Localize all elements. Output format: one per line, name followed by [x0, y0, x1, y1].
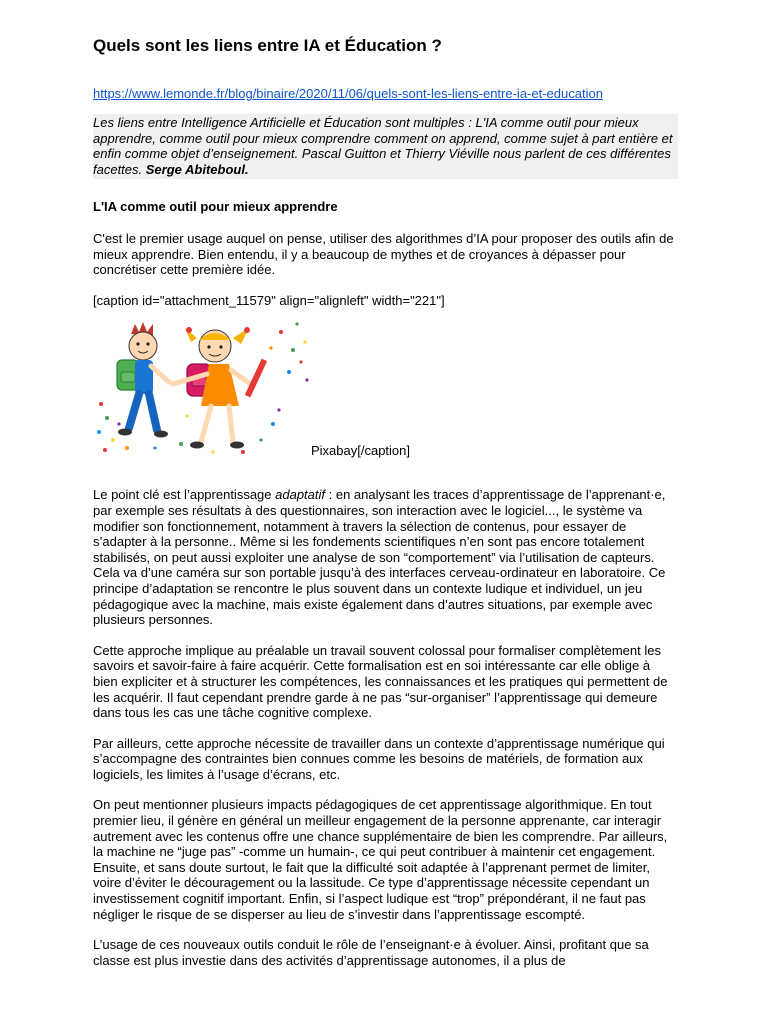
intro-text: Les liens entre Intelligence Artificielle et Éducation sont multiples : L'IA comme outil pour mieux apprendre, comme outil pour mieux comprendre comment on apprend, comme sujet à part entière et enfin comme objet d’enseignement. Pascal Guitton et Thierry Viéville nous parlent de ces différentes facettes.	[93, 115, 673, 177]
paragraph-5: On peut mentionner plusieurs impacts pédagogiques de cet apprentissage algorithmique. En tout premier lieu, il génère en général un meilleur engagement de la personne apprenante, car interagir autrement avec les contenus offre une chance supplémentaire de bien les comprendre. Par ailleurs, la machine ne “juge pas” -comme un humain-, ce qui peut contribuer à maintenir cet engagement. Ensuite, et sans doute surtout, le fait que la difficulté soit adaptée à l’apprenant permet de limiter, voire d’éviter le découragement ou la lassitude. Ce type d’apprentissage nécessite cependant un investissement cognitif important. Enfin, si l’aspect ludique est “trop” prépondérant, il ne faut pas négliger le risque de se disperser au lieu de s’investir dans l’apprentissage escompté.	[93, 797, 668, 922]
paragraph-2	[93, 487, 678, 627]
children-illustration	[93, 320, 311, 462]
girl-figure	[173, 327, 267, 449]
source-link[interactable]: https://www.lemonde.fr/blog/binaire/2020/11/06/quels-sont-les-liens-entre-ia-et-education	[93, 86, 603, 101]
caption-block	[93, 320, 678, 470]
paragraph-3: Cette approche implique au préalable un travail souvent colossal pour formaliser complètement les savoirs et savoir-faire à faire acquérir. Cette formalisation est en soi intéressante car elle oblige à bien expliciter et à structurer les compétences, les connaissances et les pratiques qui permettent de les acquérir. Il faut cependant prendre garde à ne pas “sur-organiser” l’apprentissage qui demeure dans tous les cas une tâche cognitive complexe.	[93, 642, 668, 721]
section-heading: L'IA comme outil pour mieux apprendre	[93, 199, 338, 214]
paragraph-2-rest: : en analysant les traces d’apprentissage de l’apprenant·e, par exemple ses résultats à des questionnaires, son interaction avec le logiciel..., le système va modifier son fonctionnement, notamment à travers la sélection de contenus, pour essayer de s’adapter à la personne.. Même si les fondements scientifiques n’en sont pas encore totalement stabilisés, on peut aussi exploiter une analyse de son “comportement” via l’utilisation de capteurs. Cela va d’une caméra sur son portable jusqu’à des interfaces cerveau-ordinateur en laboratoire. Ce principe d’adaptation se rencontre le plus souvent dans un contexte ludique et individuel, un jeu pédagogique avec la machine, mais existe également dans d’autres situations, par exemple avec plusieurs personnes.	[93, 487, 666, 628]
caption-shortcode-open: [caption id="attachment_11579" align="alignleft" width="221"]	[93, 292, 445, 308]
paragraph-2-start: Le point clé est l’apprentissage	[93, 487, 276, 503]
intro-block	[93, 114, 678, 179]
document-page	[93, 36, 678, 983]
intro-author: Serge Abiteboul.	[145, 161, 249, 177]
caption-shortcode-close: Pixabay[/caption]	[311, 443, 411, 459]
page-title: Quels sont les liens entre IA et Éducation ?	[93, 36, 442, 55]
boy-figure	[117, 322, 169, 438]
paragraph-1: C'est le premier usage auquel on pense, utiliser des algorithmes d’IA pour proposer des outils afin de mieux apprendre. Bien entendu, il y a beaucoup de mythes et de croyances à dépasser pour concrétiser cette première idée.	[93, 231, 674, 278]
paragraph-4: Par ailleurs, cette approche nécessite de travailler dans un contexte d’apprentissage numérique qui s’accompagne des contraintes bien connues comme les besoins de matériels, de formation aux logiciels, les limites à l’usage d’écrans, etc.	[93, 735, 665, 782]
paragraph-2-emphasis: adaptatif	[275, 487, 325, 503]
paragraph-6: L’usage de ces nouveaux outils conduit le rôle de l’enseignant·e à évoluer. Ainsi, profitant que sa classe est plus investie dans des activités d’apprentissage autonomes, il a plus de	[93, 937, 649, 968]
